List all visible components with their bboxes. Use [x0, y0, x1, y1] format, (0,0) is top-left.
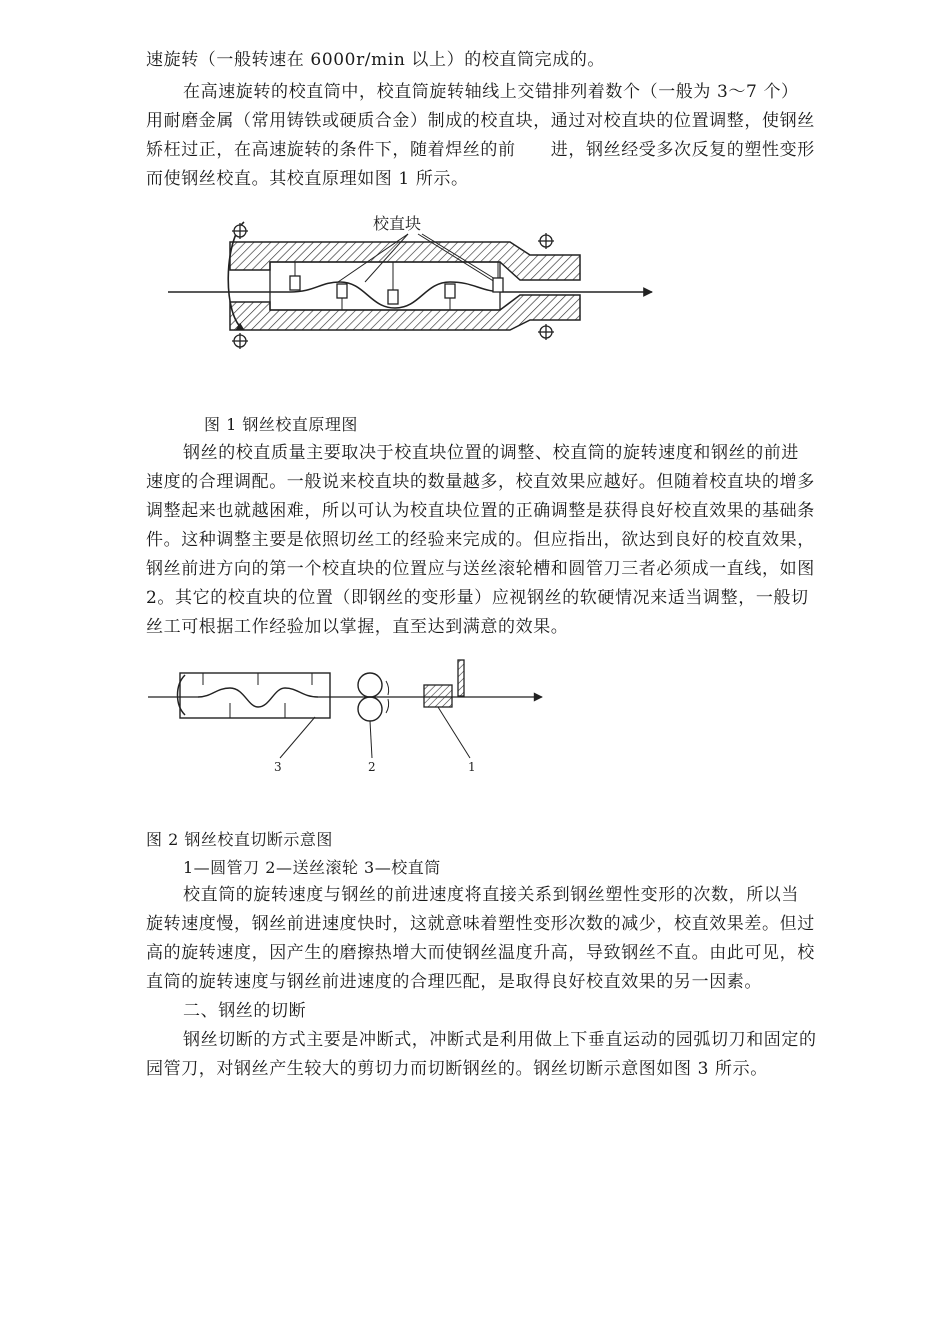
paragraph-line: 高的旋转速度，因产生的磨擦热增大而使钢丝温度升高，导致钢丝不直。由此可见，校 [146, 943, 815, 963]
paragraph-line: 矫枉过正，在高速旋转的条件下，随着焊丝的前 进，钢丝经受多次反复的塑性变形 [146, 140, 815, 160]
paragraph-line: 钢丝切断的方式主要是冲断式，冲断式是利用做上下垂直运动的园弧切刀和固定的 [183, 1030, 817, 1050]
figure-2-caption: 图 2 钢丝校直切断示意图 [146, 830, 333, 849]
paragraph-line: 速度的合理调配。一般说来校直块的数量越多，校直效果应越好。但随着校直块的增多 [146, 472, 815, 492]
figure-2-legend: 1—圆管刀 2—送丝滚轮 3—校直筒 [183, 858, 441, 877]
paragraph-line: 钢丝前进方向的第一个校直块的位置应与送丝滚轮槽和圆管刀三者必须成一直线，如图 [146, 559, 815, 579]
straightening-block-label: 校直块 [373, 214, 422, 233]
paragraph-line: 园管刀，对钢丝产生较大的剪切力而切断钢丝的。钢丝切断示意图如图 3 所示。 [146, 1059, 768, 1079]
paragraph-line: 钢丝的校直质量主要取决于校直块位置的调整、校直筒的旋转速度和钢丝的前进 [183, 443, 799, 463]
section-heading: 二、钢丝的切断 [183, 1001, 307, 1021]
paragraph-line: 2。其它的校直块的位置（即钢丝的变形量）应视钢丝的软硬情况来适当调整，一般切 [146, 588, 809, 608]
paragraph-line: 而使钢丝校直。其校直原理如图 1 所示。 [146, 169, 469, 189]
paragraph-line: 调整起来也就越困难，所以可认为校直块位置的正确调整是获得良好校直效果的基础条 [146, 501, 815, 521]
paragraph-line: 用耐磨金属（常用铸铁或硬质合金）制成的校直块，通过对校直块的位置调整，使钢丝 [146, 111, 815, 131]
label-tube-cutter: 1 [468, 760, 476, 774]
paragraph-line: 直筒的旋转速度与钢丝前进速度的合理匹配，是取得良好校直效果的另一因素。 [146, 972, 762, 992]
figure-1-caption: 图 1 钢丝校直原理图 [204, 415, 358, 434]
paragraph-line: 旋转速度慢，钢丝前进速度快时，这就意味着塑性变形次数的减少，校直效果差。但过 [146, 914, 815, 934]
paragraph-line: 在高速旋转的校直筒中，校直筒旋转轴线上交错排列着数个（一般为 3～7 个） [183, 82, 799, 102]
paragraph-line: 校直筒的旋转速度与钢丝的前进速度将直接关系到钢丝塑性变形的次数，所以当 [183, 885, 799, 905]
label-straightening-drum: 3 [274, 760, 282, 774]
figure-1-straightening-principle [160, 200, 670, 350]
paragraph-line: 丝工可根据工作经验加以掌握，直至达到满意的效果。 [146, 617, 569, 637]
label-feed-roller: 2 [368, 760, 376, 774]
figure-2-straighten-cut-diagram [140, 655, 560, 775]
paragraph-line: 件。这种调整主要是依照切丝工的经验来完成的。但应指出，欲达到良好的校直效果， [146, 530, 815, 550]
paragraph-line: 速旋转（一般转速在 6000r/min 以上）的校直筒完成的。 [146, 50, 606, 70]
